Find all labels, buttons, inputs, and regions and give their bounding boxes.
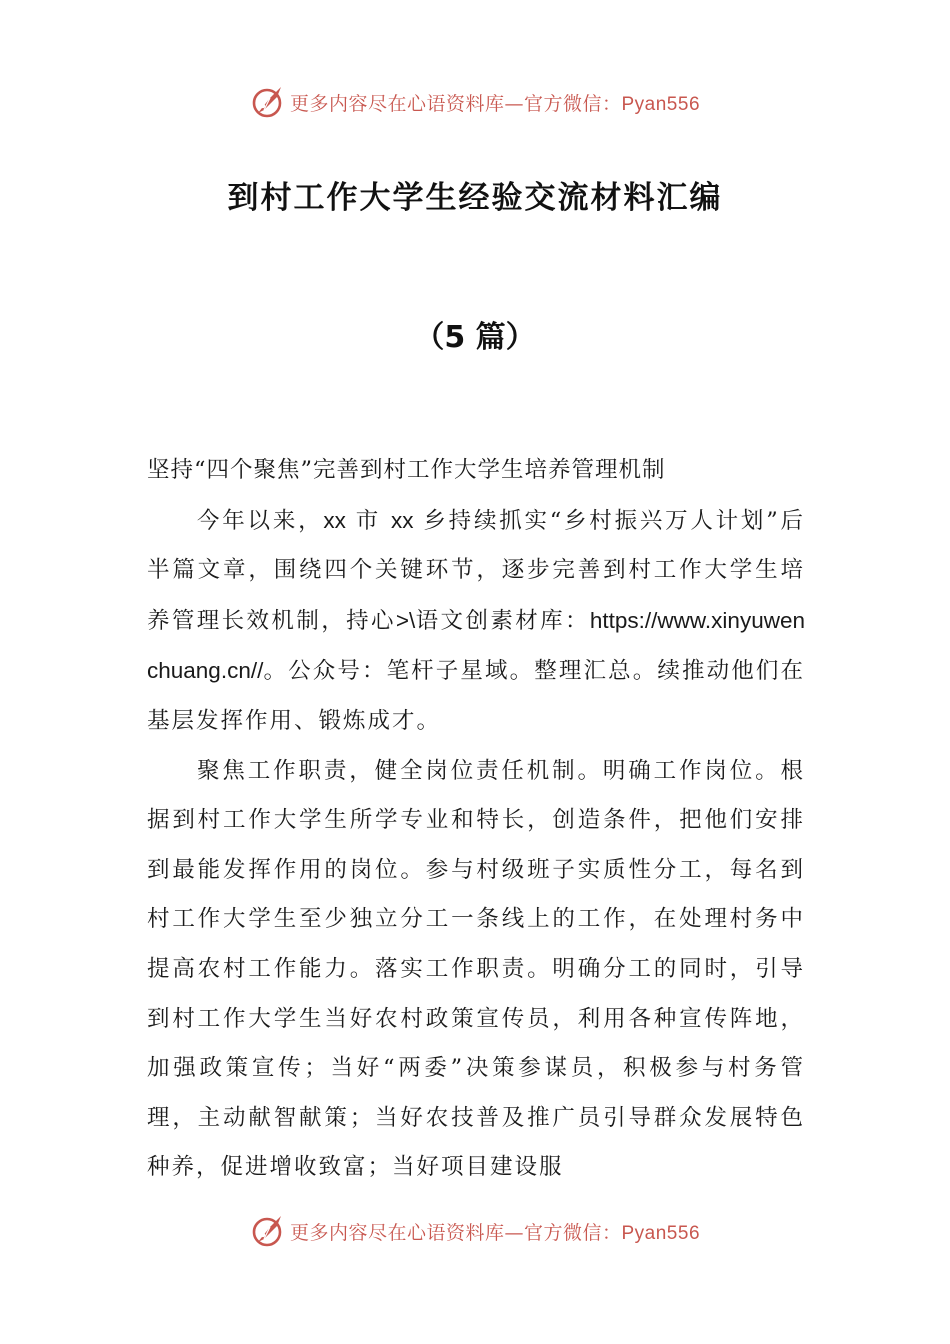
quill-pen-circle-icon (250, 84, 286, 120)
paragraph-2: 聚焦工作职责，健全岗位责任机制。明确工作岗位。根据到村工作大学生所学专业和特长，创造条件，把他们安排到最能发挥作用的岗位。参与村级班子实质性分工，每名到村工作大学生至少独立分工一条线上的工作，在处理村务中提高农村工作能力。落实工作职责。明确分工的同时，引导到村工作大学生当好农村政策宣传员，利用各种宣传阵地，加强政策宣传；当好“两委”决策参谋员，积极参与村务管理，主动献智献策；当好农技普及推广员引导群众发展特色种养，促进增收致富；当好项目建设服 (147, 757, 805, 1181)
header-banner (0, 82, 950, 122)
footer-banner-text: 更多内容尽在心语资料库—官方微信：Pyan556 (289, 1221, 701, 1244)
wechat-id: Pyan556 (621, 93, 701, 115)
document-title: 到村工作大学生经验交流材料汇编 (227, 180, 723, 216)
header-banner-content (250, 84, 700, 120)
wechat-id: Pyan556 (621, 1222, 701, 1244)
document-body (147, 446, 805, 1193)
quill-pen-circle-icon (250, 1213, 286, 1249)
header-banner-text: 更多内容尽在心语资料库—官方微信：Pyan556 (289, 92, 701, 115)
source-url: https://www.xinyuwenchuang.cn// (147, 607, 805, 684)
footer-banner-content (250, 1213, 700, 1249)
paragraph-1: 今年以来，xx 市 xx 乡持续抓实“乡村振兴万人计划”后半篇文章，围绕四个关键环节，逐步完善到村工作大学生培养管理长效机制，持心>\语文创素材库：https://www.xinyuwenchuang.cn//。公众号：笔杆子星域。整理汇总。续推动他们在基层发挥作用、锻炼成才。 (147, 507, 805, 734)
article-heading: 坚持“四个聚焦”完善到村工作大学生培养管理机制 (147, 457, 666, 483)
footer-banner (0, 1211, 950, 1251)
document-subtitle: （5 篇） (414, 320, 536, 355)
